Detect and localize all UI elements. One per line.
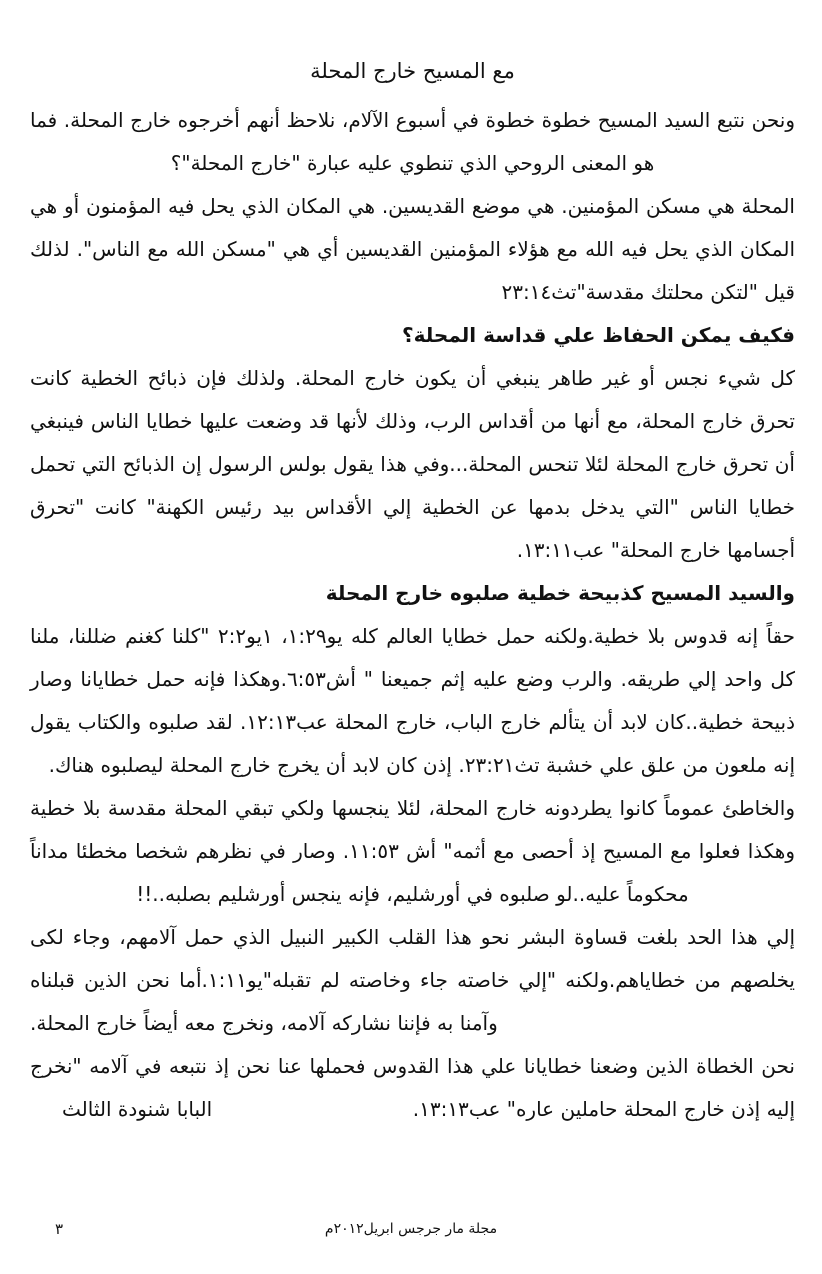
author-signature: البابا شنودة الثالث (62, 1097, 213, 1121)
paragraph-conclusion: نحن الخطاة الذين وضعنا خطايانا علي هذا القدوس فحملها عنا نحن إذ نتبعه في آلامه "نخرج إليه إذن خارج المحلة حاملين عاره" عب١٣:١٣. (30, 1054, 795, 1121)
section-heading-holiness: فكيف يمكن الحفاظ علي قداسة المحلة؟ (402, 323, 795, 347)
page-number: ٣ (55, 1220, 64, 1238)
section-heading-christ-sacrifice: والسيد المسيح كذبيحة خطية صلبوه خارج المحلة (325, 581, 795, 605)
paragraph-cruelty: إلي هذا الحد بلغت قساوة البشر نحو هذا القلب الكبير النبيل الذي حمل آلامهم، وجاء لكى يخلصهم من خطاياهم.ولكنه "إلي خاصته جاء وخاصته لم تقبله"يو١:١١.أما نحن الذين قبلناه وآمنا به فإننا نشاركه آلامه، ونخرج معه أيضاً خارج المحلة. (30, 925, 795, 1035)
paragraph-sin-offering: حقاً إنه قدوس بلا خطية.ولكنه حمل خطايا العالم كله يو١:٢٩، ١يو٢:٢ "كلنا كغنم ضللنا، ملنا كل واحد إلي طريقه. والرب وضع عليه إثم جميعنا " أش٦:٥٣.وهكذا فإنه حمل خطايانا وصار ذبيحة خطية..كان لابد أن يتألم خارج الباب، خارج المحلة عب١٢:١٣. لقد صلبوه والكتاب يقول إنه ملعون من علق علي خشبة تث٢٣:٢١. إذن كان لابد أن يخرج خارج المحلة ليصلبوه هناك. (30, 624, 795, 777)
paragraph-sacrifices: كل شيء نجس أو غير طاهر ينبغي أن يكون خارج المحلة. ولذلك فإن ذبائح الخطية كانت تحرق خارج المحلة، مع أنها من أقداس الرب، وذلك لأنها قد وضعت عليها خطايا الناس فينبغي أن تحرق خارج المحلة لئلا تنحس المحلة...وفي هذا يقول بولس الرسول إن الذبائح التي تحمل خطايا الناس "التي يدخل بدمها عن الخطية إلي الأقداس بيد رئيس الكهنة" كانت "تحرق أجسامها خارج المحلة" عب١٣:١١. (30, 366, 795, 562)
paragraph-camp-definition: المحلة هي مسكن المؤمنين. هي موضع القديسين. هي المكان الذي يحل فيه المؤمنون أو هي المكان الذي يحل فيه الله مع هؤلاء المؤمنين القديسين أي هي "مسكن الله مع الناس". لذلك قيل "لتكن محلتك مقدسة"تث٢٣:١٤ (30, 194, 795, 304)
closing-block (30, 1045, 795, 1131)
paragraph-intro: ونحن نتبع السيد المسيح خطوة خطوة في أسبوع الآلام، نلاحظ أنهم أخرجوه خارج المحلة. فما هو المعنى الروحي الذي تنطوي عليه عبارة "خارج المحلة"؟ (30, 108, 795, 175)
document-title: مع المسيح خارج المحلة (310, 59, 515, 83)
paragraph-sinner-expelled: والخاطئ عموماً كانوا يطردونه خارج المحلة، لئلا ينجسها ولكي تبقي المحلة مقدسة بلا خطية وهكذا فعلوا مع المسيح إذ أحصى مع أثمه" أش ١١:٥٣. وصار في نظرهم شخصا مخطئا مداناً محكوماً عليه..لو صلبوه في أورشليم، فإنه ينجس أورشليم بصلبه..!! (30, 796, 795, 906)
page-footer (0, 1218, 822, 1240)
footer-journal-text: مجلة مار جرجس ابريل٢٠١٢م (324, 1221, 498, 1237)
